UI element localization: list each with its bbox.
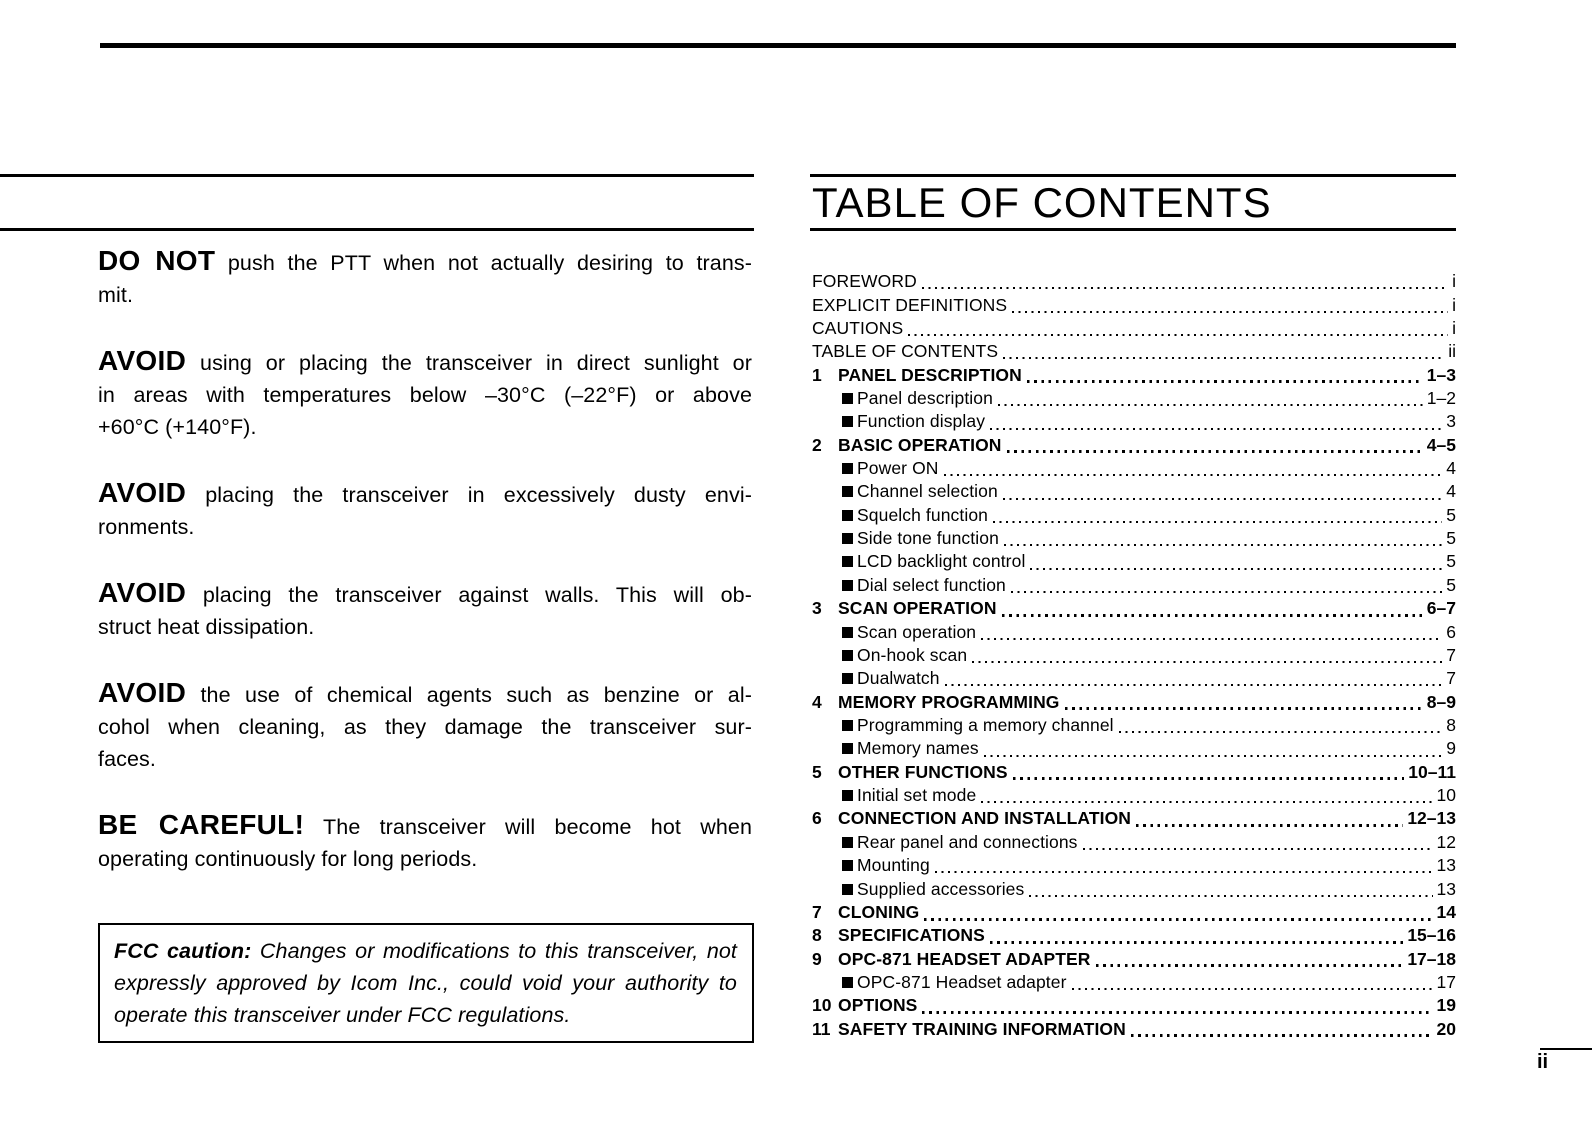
paragraph-line — [114, 935, 737, 967]
left-column-rule-top — [0, 174, 754, 177]
caution-paragraph — [98, 577, 752, 643]
fcc-caution-box — [98, 923, 754, 1043]
toc-entry — [810, 574, 1456, 597]
toc-entry — [810, 667, 1456, 690]
cautions-column — [98, 245, 752, 909]
paragraph-text: push the PTT when not actually desiring to trans- — [227, 251, 753, 275]
dot-leader — [984, 755, 1442, 757]
toc-entry-page: 6 — [1446, 621, 1456, 642]
paragraph-text: Changes or modifications to this transceiver, not — [259, 939, 738, 963]
dot-leader — [922, 287, 1448, 289]
toc-entry — [810, 761, 1456, 784]
toc-entry — [810, 877, 1456, 900]
toc-entry — [810, 504, 1456, 527]
dot-leader — [945, 684, 1443, 686]
dot-leader — [993, 521, 1442, 523]
toc-entry-page: 8–9 — [1426, 691, 1456, 712]
toc-entry-page: i — [1452, 317, 1456, 338]
toc-entry — [810, 317, 1456, 340]
paragraph-text: cohol when cleaning, as they damage the transceiver sur- — [98, 715, 752, 739]
toc-entry-page: 13 — [1436, 855, 1456, 876]
dot-leader — [1083, 848, 1433, 850]
toc-entry-page: ii — [1448, 341, 1456, 362]
toc-entry-label: SCAN OPERATION — [838, 598, 997, 619]
toc-entry — [810, 784, 1456, 807]
toc-entry-page: 7 — [1446, 644, 1456, 665]
dot-leader — [1072, 988, 1433, 990]
paragraph-line — [98, 511, 752, 543]
toc-entry — [810, 550, 1456, 573]
paragraph-text: mit. — [98, 283, 134, 307]
paragraph-text: the use of chemical agents such as benzine or al- — [200, 683, 752, 707]
toc-entry — [810, 457, 1456, 480]
paragraph-line — [114, 999, 737, 1031]
toc-entry-label: CLONING — [838, 901, 920, 922]
dot-leader — [922, 1011, 1432, 1014]
toc-entry-label: OPTIONS — [838, 995, 918, 1016]
paragraph-text: ronments. — [98, 515, 195, 539]
caution-paragraph — [98, 677, 752, 775]
paragraph-text: operate this transceiver under FCC regulations. — [114, 1003, 571, 1027]
toc-entry-page: 14 — [1436, 901, 1456, 922]
toc-entry-label: On-hook scan — [857, 644, 968, 665]
toc-entry-number: 4 — [812, 691, 822, 712]
toc-entry — [810, 737, 1456, 760]
dot-leader — [1096, 964, 1404, 967]
dot-leader — [1136, 824, 1403, 827]
toc-entry-label: Rear panel and connections — [857, 831, 1078, 852]
paragraph-text: expressly approved by Icom Inc., could void your authority to — [114, 971, 737, 995]
paragraph-line — [98, 711, 752, 743]
paragraph-line — [98, 611, 752, 643]
toc-entry — [810, 644, 1456, 667]
dot-leader — [1002, 614, 1423, 617]
square-bullet-icon — [842, 650, 853, 661]
dot-leader — [935, 871, 1433, 873]
dot-leader — [1029, 895, 1432, 897]
caution-lead: BE CAREFUL! — [98, 809, 305, 840]
toc-entry — [810, 597, 1456, 620]
toc-entry — [810, 480, 1456, 503]
toc-entry-page: 10 — [1436, 785, 1456, 806]
square-bullet-icon — [842, 720, 853, 731]
dot-leader — [1011, 591, 1442, 593]
toc-entry-label: OPC-871 HEADSET ADAPTER — [838, 948, 1091, 969]
toc-entry-label: CONNECTION AND INSTALLATION — [838, 808, 1132, 829]
square-bullet-icon — [842, 393, 853, 404]
toc-entry-label: SPECIFICATIONS — [838, 925, 985, 946]
toc-entry-page: 3 — [1446, 411, 1456, 432]
square-bullet-icon — [842, 673, 853, 684]
left-column-rule-bottom — [0, 228, 754, 231]
toc-entry-page: 9 — [1446, 738, 1456, 759]
dot-leader — [1131, 1034, 1433, 1037]
toc-entry — [810, 270, 1456, 293]
caution-paragraph — [98, 345, 752, 443]
toc-entry-label: Dualwatch — [857, 668, 940, 689]
toc-entry — [810, 714, 1456, 737]
toc-entry-number: 11 — [812, 1018, 831, 1039]
square-bullet-icon — [842, 580, 853, 591]
paragraph-line — [98, 809, 752, 843]
toc-entry-page: 5 — [1446, 574, 1456, 595]
toc-entry-label: Supplied accessories — [857, 878, 1025, 899]
toc-entry-number: 1 — [812, 364, 822, 385]
toc-entry — [810, 901, 1456, 924]
square-bullet-icon — [842, 416, 853, 427]
dot-leader — [981, 638, 1442, 640]
dot-leader — [1004, 544, 1442, 546]
toc-entry-page: 12 — [1436, 831, 1456, 852]
toc-entry-label: CAUTIONS — [812, 317, 904, 338]
caution-lead: AVOID — [98, 345, 187, 376]
toc-entry-page: 8 — [1446, 715, 1456, 735]
toc-list — [810, 270, 1456, 1041]
toc-entry — [810, 620, 1456, 643]
toc-entry-label: Squelch function — [857, 504, 988, 525]
toc-entry-number: 2 — [812, 434, 822, 455]
dot-leader — [1003, 357, 1444, 359]
toc-entry-label: Panel description — [857, 387, 993, 408]
paragraph-text: The transceiver will become hot when — [323, 815, 752, 839]
paragraph-line — [98, 743, 752, 775]
toc-entry — [810, 340, 1456, 363]
dot-leader — [1065, 707, 1423, 710]
toc-entry — [810, 971, 1456, 994]
toc-entry-page: 5 — [1446, 528, 1456, 549]
square-bullet-icon — [842, 884, 853, 895]
dot-leader — [1003, 498, 1442, 500]
page-title: TABLE OF CONTENTS — [810, 174, 1456, 231]
square-bullet-icon — [842, 556, 853, 567]
toc-entry-page: 5 — [1446, 504, 1456, 525]
toc-entry-page: 1–2 — [1426, 387, 1456, 408]
toc-entry-label: Mounting — [857, 855, 930, 876]
square-bullet-icon — [842, 790, 853, 801]
toc-entry — [810, 924, 1456, 947]
dot-leader — [924, 918, 1432, 921]
dot-leader — [1027, 380, 1423, 383]
toc-entry-page: 1–3 — [1426, 364, 1456, 385]
paragraph-line — [98, 843, 752, 875]
paragraph-line — [98, 477, 752, 511]
paragraph-text: operating continuously for long periods. — [98, 847, 478, 871]
paragraph-line — [98, 245, 752, 279]
square-bullet-icon — [842, 533, 853, 544]
paragraph-text: struct heat dissipation. — [98, 615, 315, 639]
toc-entry — [810, 527, 1456, 550]
toc-entry-number: 3 — [812, 598, 822, 619]
toc-entry-page: 12–13 — [1407, 808, 1456, 829]
square-bullet-icon — [842, 510, 853, 521]
toc-entry-label: Channel selection — [857, 481, 998, 502]
dot-leader — [1030, 568, 1442, 570]
toc-entry-page: 13 — [1436, 878, 1456, 899]
paragraph-line — [98, 279, 752, 311]
dot-leader — [1012, 311, 1448, 313]
toc-entry-label: Initial set mode — [857, 785, 977, 806]
toc-entry — [810, 1018, 1456, 1041]
paragraph-text: in areas with temperatures below –30°C (–22°F) or above — [98, 383, 752, 407]
toc-entry — [810, 831, 1456, 854]
toc-entry-label: MEMORY PROGRAMMING — [838, 691, 1060, 712]
toc-entry — [810, 807, 1456, 830]
dot-leader — [972, 661, 1442, 663]
toc-entry — [810, 947, 1456, 970]
square-bullet-icon — [842, 860, 853, 871]
caution-paragraph — [114, 935, 737, 1031]
top-rule — [100, 43, 1456, 48]
toc-entry-label: TABLE OF CONTENTS — [812, 341, 999, 362]
paragraph-line — [98, 345, 752, 379]
footer-rule — [1540, 1048, 1592, 1050]
toc-entry-label: SAFETY TRAINING INFORMATION — [838, 1018, 1126, 1039]
toc-entry-label: OPC-871 Headset adapter — [857, 971, 1067, 992]
toc-entry-label: PANEL DESCRIPTION — [838, 364, 1022, 385]
caution-paragraph — [98, 245, 752, 311]
toc-entry-page: 19 — [1436, 995, 1456, 1016]
caution-paragraph — [98, 809, 752, 875]
toc-entry-page: i — [1452, 271, 1456, 292]
toc-entry-page: 15–16 — [1407, 925, 1456, 946]
paragraph-line — [98, 411, 752, 443]
toc-entry-page: 4–5 — [1426, 434, 1456, 455]
toc-entry-page: 10–11 — [1408, 761, 1456, 782]
paragraph-text: placing the transceiver against walls. This will ob- — [202, 583, 752, 607]
toc-entry-label: EXPLICIT DEFINITIONS — [812, 294, 1008, 315]
square-bullet-icon — [842, 977, 853, 988]
dot-leader — [1007, 450, 1423, 453]
toc-entry — [810, 293, 1456, 316]
caution-lead: AVOID — [98, 677, 187, 708]
caution-lead: AVOID — [98, 577, 187, 608]
toc-entry-number: 5 — [812, 761, 822, 782]
toc-entry-number: 10 — [812, 995, 832, 1016]
dot-leader — [998, 404, 1423, 406]
toc-entry — [810, 994, 1456, 1017]
dot-leader — [944, 474, 1443, 476]
toc-entry-page: 6–7 — [1426, 598, 1456, 619]
toc-entry-number: 9 — [812, 948, 822, 969]
square-bullet-icon — [842, 463, 853, 474]
toc-entry-page: 20 — [1436, 1018, 1456, 1039]
fcc-caution-lead: FCC caution: — [114, 939, 252, 963]
toc-entry-page: 4 — [1446, 481, 1456, 502]
square-bullet-icon — [842, 837, 853, 848]
toc-entry-number: 6 — [812, 808, 822, 829]
dot-leader — [908, 334, 1448, 336]
dot-leader — [1119, 731, 1443, 733]
toc-entry-label: LCD backlight control — [857, 551, 1026, 572]
toc-entry-label: Side tone function — [857, 528, 999, 549]
toc-entry-page: 17–18 — [1407, 948, 1456, 969]
toc-entry-label: Programming a memory channel — [857, 715, 1114, 735]
paragraph-line — [98, 677, 752, 711]
paragraph-line — [114, 967, 737, 999]
paragraph-text: placing the transceiver in excessively dusty envi- — [205, 483, 752, 507]
toc-entry-page: 17 — [1436, 971, 1456, 992]
paragraph-text: faces. — [98, 747, 156, 771]
toc-entry-label: Function display — [857, 411, 986, 432]
square-bullet-icon — [842, 743, 853, 754]
toc-entry-label: FOREWORD — [812, 271, 917, 292]
toc-entry-page: 4 — [1446, 458, 1456, 479]
paragraph-line — [98, 379, 752, 411]
paragraph-line — [98, 577, 752, 611]
page-number: ii — [1537, 1051, 1549, 1073]
toc-entry-page: 5 — [1446, 551, 1456, 572]
caution-lead: DO NOT — [98, 245, 216, 276]
table-of-contents — [810, 174, 1456, 1041]
caution-paragraph — [98, 477, 752, 543]
paragraph-text: +60°C (+140°F). — [98, 415, 257, 439]
toc-entry — [810, 854, 1456, 877]
toc-entry — [810, 410, 1456, 433]
toc-entry — [810, 363, 1456, 386]
toc-entry-label: Scan operation — [857, 621, 977, 642]
toc-entry-label: Memory names — [857, 738, 979, 759]
toc-entry — [810, 387, 1456, 410]
square-bullet-icon — [842, 627, 853, 638]
toc-entry-label: OTHER FUNCTIONS — [838, 761, 1008, 782]
toc-entry-label: BASIC OPERATION — [838, 434, 1002, 455]
toc-entry-number: 7 — [812, 901, 822, 922]
toc-entry — [810, 690, 1456, 713]
toc-entry-number: 8 — [812, 925, 822, 946]
square-bullet-icon — [842, 486, 853, 497]
toc-entry-page: 7 — [1446, 668, 1456, 689]
toc-entry — [810, 434, 1456, 457]
toc-entry-page: i — [1452, 294, 1456, 315]
caution-lead: AVOID — [98, 477, 187, 508]
toc-entry-label: Power ON — [857, 458, 939, 479]
dot-leader — [990, 941, 1403, 944]
dot-leader — [1013, 777, 1405, 780]
toc-entry-label: Dial select function — [857, 574, 1006, 595]
paragraph-text: using or placing the transceiver in direct sunlight or — [200, 351, 753, 375]
dot-leader — [981, 801, 1432, 803]
dot-leader — [990, 428, 1442, 430]
